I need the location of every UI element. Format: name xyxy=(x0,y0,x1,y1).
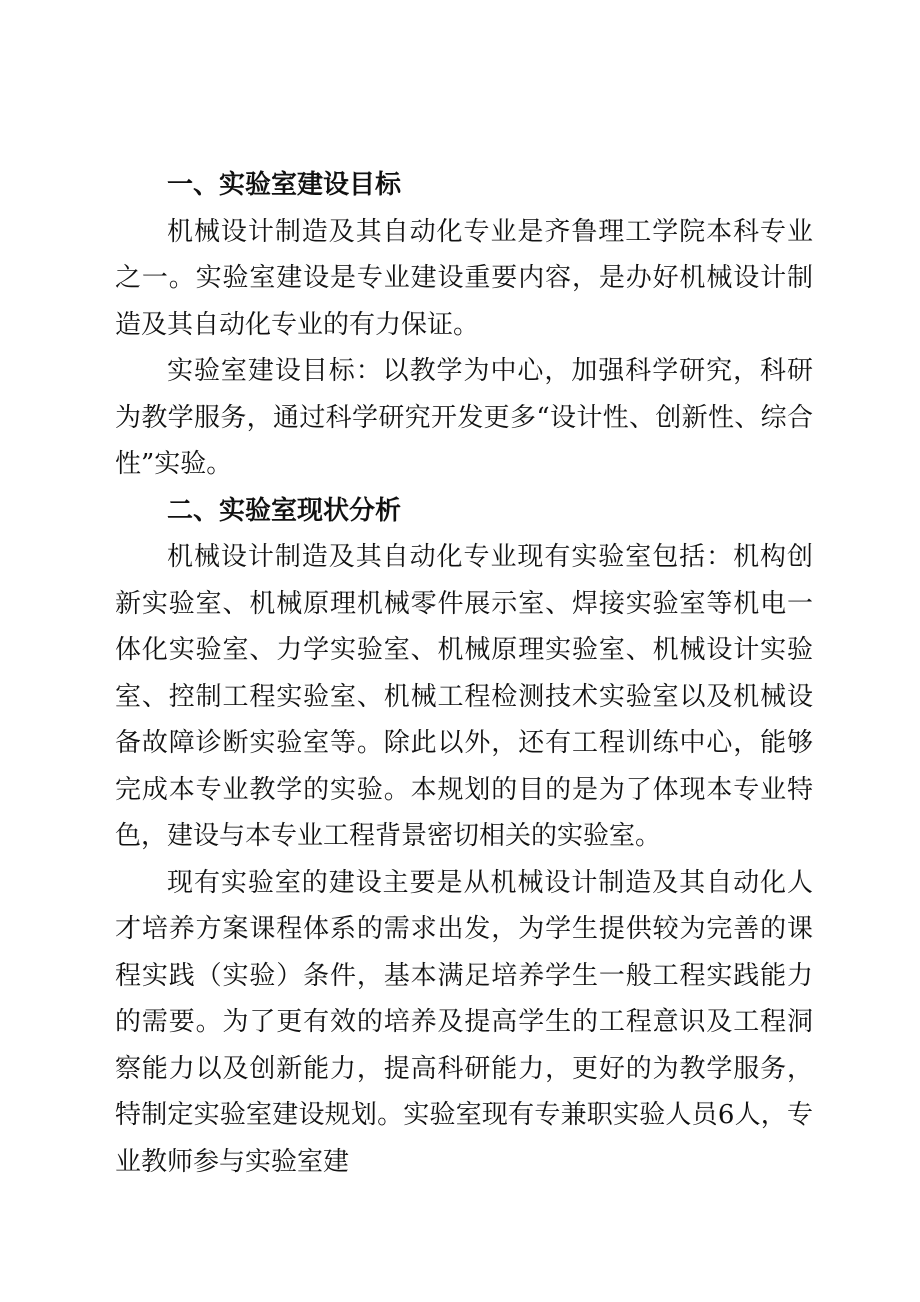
paragraph-status-construction: 现有实验室的建设主要是从机械设计制造及其自动化人才培养方案课程体系的需求出发，为学生提供较为完善的课程实践（实验）条件，基本满足培养学生一般工程实践能力的需要。为了更有效的培养及提高学生的工程意识及工程洞察能力以及创新能力，提高科研能力，更好的为教学服务，特制定实验室建设规划。实验室现有专兼职实验人员6人，专业教师参与实验室建 xyxy=(115,867,813,1177)
paragraph-status-labs: 机械设计制造及其自动化专业现有实验室包括：机构创新实验室、机械原理机械零件展示室、焊接实验室等机电一体化实验室、力学实验室、机械原理实验室、机械设计实验室、控制工程实验室、机械工程检测技术实验室以及机械设备故障诊断实验室等。除此以外，还有工程训练中心，能够完成本专业教学的实验。本规划的目的是为了体现本专业特色，建设与本专业工程背景密切相关的实验室。 xyxy=(115,542,813,851)
document-body xyxy=(115,162,813,1185)
section-heading-status: 二、实验室现状分析 xyxy=(167,495,402,526)
paragraph-goals-target: 实验室建设目标：以教学为中心，加强科学研究，科研为教学服务，通过科学研究开发更多“设计性、创新性、综合性”实验。 xyxy=(115,356,813,479)
paragraph-goals-intro: 机械设计制造及其自动化专业是齐鲁理工学院本科专业之一。实验室建设是专业建设重要内容，是办好机械设计制造及其自动化专业的有力保证。 xyxy=(115,216,813,340)
section-heading-goals: 一、实验室建设目标 xyxy=(167,170,402,200)
